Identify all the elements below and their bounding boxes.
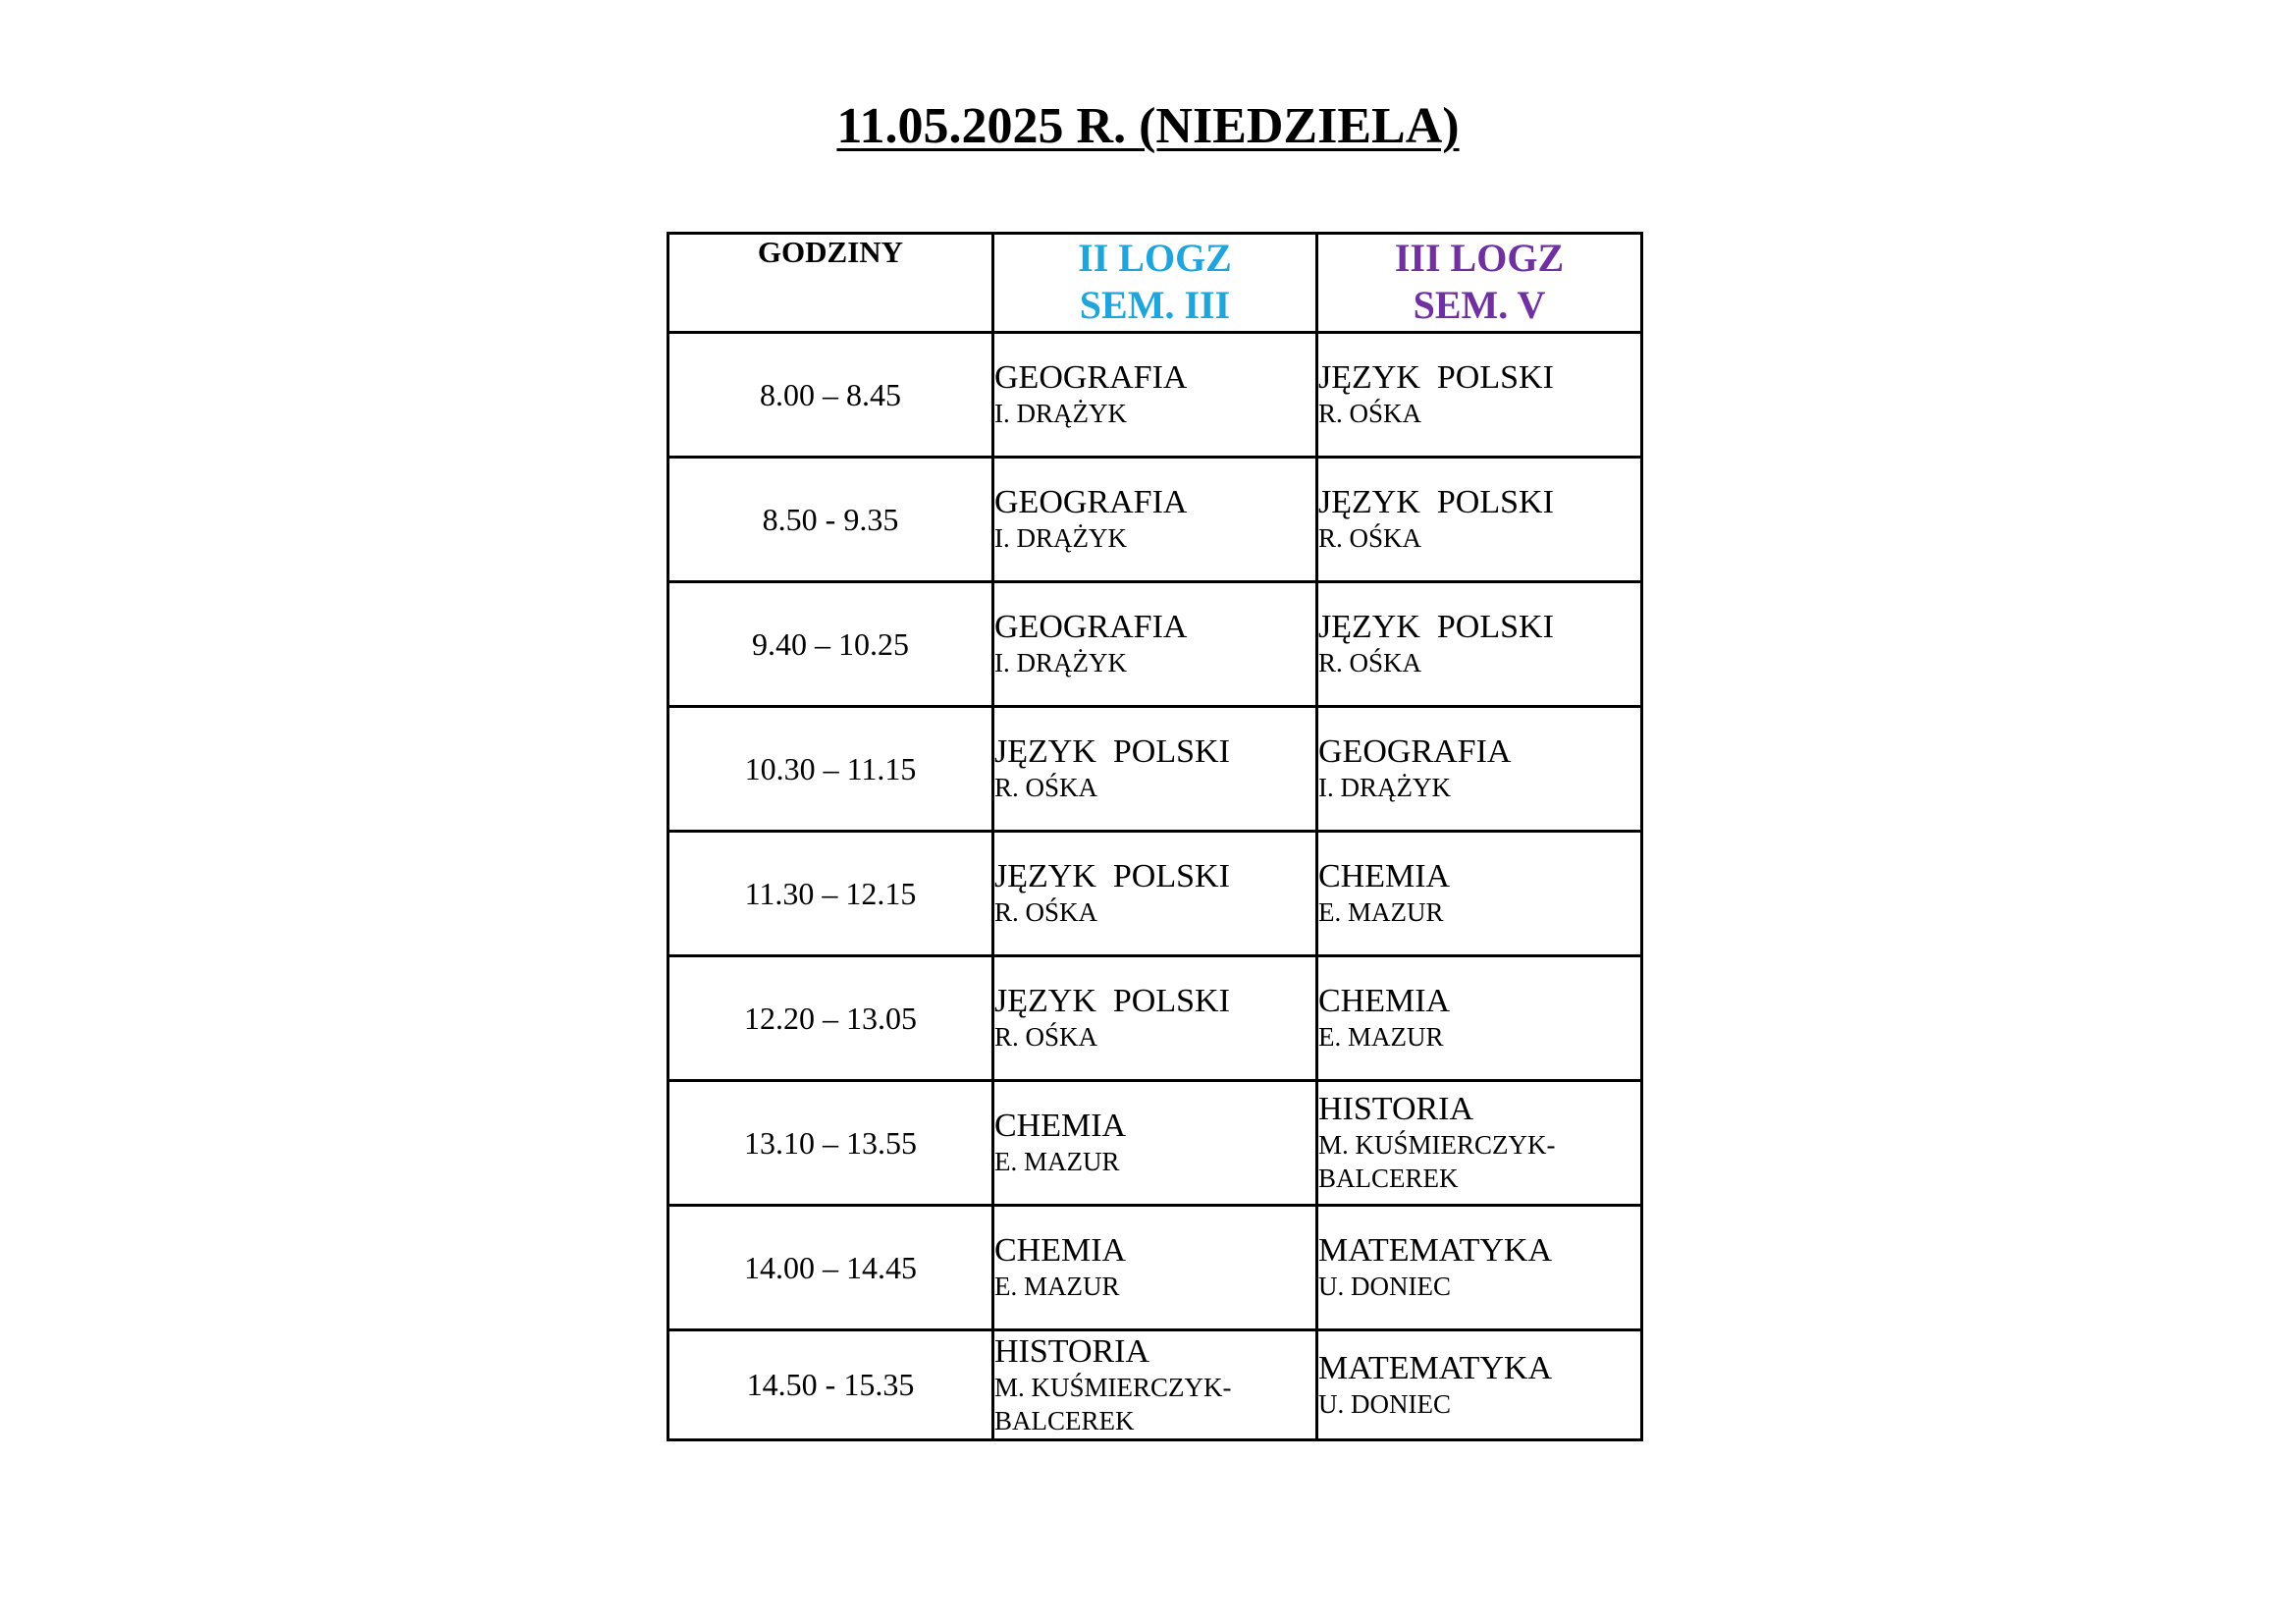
group2-semester: SEM. V — [1413, 283, 1546, 327]
table-row — [668, 832, 1642, 956]
table-row — [668, 1081, 1642, 1206]
header-row — [668, 234, 1642, 333]
group1-lesson-cell — [993, 1206, 1317, 1330]
time-cell: 8.50 - 9.35 — [668, 458, 993, 582]
teacher: E. MAZUR — [994, 1147, 1120, 1176]
group1-lesson-cell — [993, 458, 1317, 582]
time-cell: 10.30 – 11.15 — [668, 707, 993, 832]
subject: GEOGRAFIA — [1318, 733, 1512, 770]
hours-column-header: GODZINY — [668, 234, 993, 333]
subject: JĘZYK POLSKI — [1318, 609, 1554, 645]
teacher: I. DRĄŻYK — [1318, 773, 1451, 802]
teacher: R. OŚKA — [994, 1022, 1098, 1052]
group2-lesson-cell — [1317, 1081, 1642, 1206]
teacher: R. OŚKA — [1318, 399, 1422, 428]
teacher: R. OŚKA — [1318, 648, 1422, 677]
subject: MATEMATYKA — [1318, 1232, 1552, 1269]
time-cell: 14.50 - 15.35 — [668, 1330, 993, 1440]
teacher: E. MAZUR — [1318, 897, 1444, 927]
group2-lesson-cell — [1317, 1330, 1642, 1440]
teacher: I. DRĄŻYK — [994, 648, 1127, 677]
teacher: I. DRĄŻYK — [994, 523, 1127, 553]
table-row — [668, 707, 1642, 832]
subject: JĘZYK POLSKI — [1318, 484, 1554, 520]
teacher: R. OŚKA — [994, 773, 1098, 802]
subject: GEOGRAFIA — [994, 609, 1188, 645]
group2-lesson-cell — [1317, 956, 1642, 1081]
group1-semester: SEM. III — [1079, 283, 1231, 327]
subject: JĘZYK POLSKI — [994, 983, 1230, 1019]
page-title-text: 11.05.2025 R. (NIEDZIELA) — [836, 98, 1460, 154]
teacher: U. DONIEC — [1318, 1388, 1451, 1419]
group1-lesson-cell — [993, 832, 1317, 956]
group1-lesson-cell — [993, 333, 1317, 458]
time-cell: 13.10 – 13.55 — [668, 1081, 993, 1206]
group2-column-header — [1317, 234, 1642, 333]
subject: MATEMATYKA — [1318, 1349, 1552, 1386]
group1-lesson-cell — [993, 1081, 1317, 1206]
table-row — [668, 458, 1642, 582]
group1-name: II LOGZ — [1078, 236, 1232, 280]
group1-lesson-cell — [993, 956, 1317, 1081]
subject: JĘZYK POLSKI — [1318, 359, 1554, 396]
schedule-table — [667, 232, 1643, 1441]
teacher: E. MAZUR — [1318, 1022, 1444, 1052]
teacher: R. OŚKA — [994, 897, 1098, 927]
subject: HISTORIA — [994, 1332, 1150, 1370]
group2-name: III LOGZ — [1394, 236, 1565, 280]
group2-lesson-cell — [1317, 1206, 1642, 1330]
table-row — [668, 333, 1642, 458]
teacher: E. MAZUR — [994, 1272, 1120, 1301]
time-cell: 14.00 – 14.45 — [668, 1206, 993, 1330]
subject: CHEMIA — [1318, 983, 1451, 1019]
subject: CHEMIA — [994, 1108, 1127, 1144]
subject: JĘZYK POLSKI — [994, 858, 1230, 894]
page-title — [0, 96, 2296, 157]
group2-lesson-cell — [1317, 458, 1642, 582]
group2-lesson-cell — [1317, 707, 1642, 832]
table-row — [668, 582, 1642, 707]
time-cell: 9.40 – 10.25 — [668, 582, 993, 707]
table-row — [668, 956, 1642, 1081]
group1-lesson-cell — [993, 582, 1317, 707]
subject: CHEMIA — [994, 1232, 1127, 1269]
teacher: U. DONIEC — [1318, 1272, 1451, 1301]
group2-lesson-cell — [1317, 832, 1642, 956]
group1-lesson-cell — [993, 707, 1317, 832]
group2-lesson-cell — [1317, 582, 1642, 707]
subject: JĘZYK POLSKI — [994, 733, 1230, 770]
time-cell: 12.20 – 13.05 — [668, 956, 993, 1081]
subject: GEOGRAFIA — [994, 484, 1188, 520]
group2-lesson-cell — [1317, 333, 1642, 458]
table-row — [668, 1330, 1642, 1440]
subject: CHEMIA — [1318, 858, 1451, 894]
teacher: R. OŚKA — [1318, 523, 1422, 553]
time-cell: 8.00 – 8.45 — [668, 333, 993, 458]
table-row — [668, 1206, 1642, 1330]
group1-column-header — [993, 234, 1317, 333]
time-cell: 11.30 – 12.15 — [668, 832, 993, 956]
teacher: M. KUŚMIERCZYK- BALCEREK — [1318, 1130, 1556, 1193]
teacher: M. KUŚMIERCZYK- BALCEREK — [994, 1372, 1232, 1435]
group1-lesson-cell — [993, 1330, 1317, 1440]
teacher: I. DRĄŻYK — [994, 399, 1127, 428]
subject: HISTORIA — [1318, 1091, 1474, 1127]
subject: GEOGRAFIA — [994, 359, 1188, 396]
